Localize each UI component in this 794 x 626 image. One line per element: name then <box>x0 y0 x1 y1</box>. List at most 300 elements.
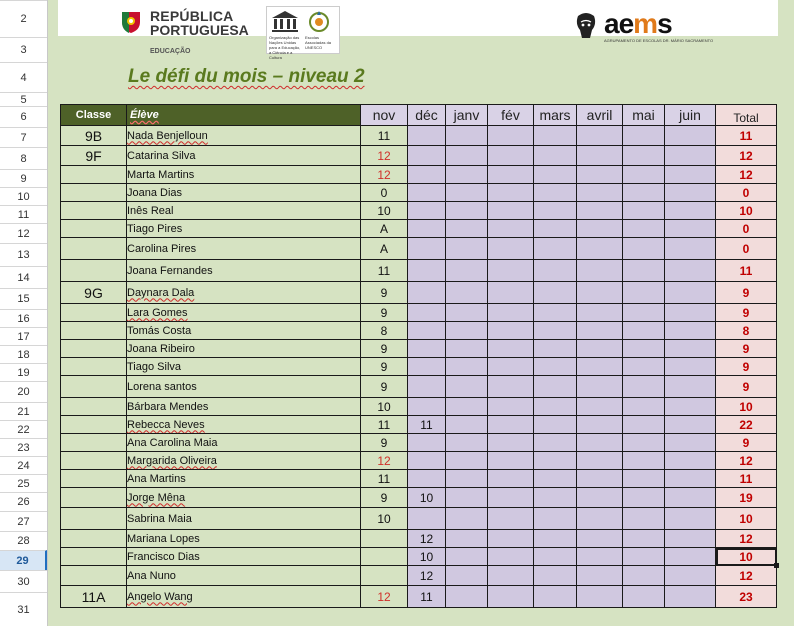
nov-score-cell[interactable]: A <box>361 238 408 260</box>
classe-cell[interactable] <box>61 322 127 340</box>
month-score-cell[interactable] <box>665 452 716 470</box>
row-number[interactable]: 2 <box>0 0 47 37</box>
month-score-cell[interactable] <box>488 340 534 358</box>
month-score-cell[interactable] <box>623 508 665 530</box>
month-score-cell[interactable] <box>623 548 665 566</box>
nov-score-cell[interactable]: 0 <box>361 184 408 202</box>
month-score-cell[interactable] <box>623 126 665 146</box>
month-score-cell[interactable] <box>488 260 534 282</box>
month-score-cell[interactable] <box>577 260 623 282</box>
total-cell[interactable]: 10 <box>716 398 777 416</box>
dec-score-cell[interactable] <box>408 398 446 416</box>
nov-score-cell[interactable] <box>361 548 408 566</box>
month-score-cell[interactable] <box>665 126 716 146</box>
month-score-cell[interactable] <box>577 238 623 260</box>
nov-score-cell[interactable]: A <box>361 220 408 238</box>
month-score-cell[interactable] <box>446 452 488 470</box>
dec-score-cell[interactable] <box>408 146 446 166</box>
header-month[interactable]: fév <box>488 105 534 126</box>
row-number[interactable]: 22 <box>0 420 47 438</box>
dec-score-cell[interactable] <box>408 340 446 358</box>
total-cell[interactable]: 10 <box>716 548 777 566</box>
header-classe[interactable]: Classe <box>61 105 127 126</box>
row-number[interactable]: 27 <box>0 511 47 531</box>
nov-score-cell[interactable]: 10 <box>361 508 408 530</box>
month-score-cell[interactable] <box>665 586 716 608</box>
month-score-cell[interactable] <box>534 376 577 398</box>
student-name-cell[interactable] <box>127 126 361 146</box>
month-score-cell[interactable] <box>665 566 716 586</box>
month-score-cell[interactable] <box>446 548 488 566</box>
nov-score-cell[interactable]: 9 <box>361 340 408 358</box>
nov-score-cell[interactable]: 12 <box>361 452 408 470</box>
total-cell[interactable]: 9 <box>716 304 777 322</box>
month-score-cell[interactable] <box>665 530 716 548</box>
dec-score-cell[interactable] <box>408 470 446 488</box>
total-cell[interactable]: 9 <box>716 376 777 398</box>
month-score-cell[interactable] <box>488 398 534 416</box>
student-name-cell[interactable] <box>127 220 361 238</box>
month-score-cell[interactable] <box>534 566 577 586</box>
total-cell[interactable]: 12 <box>716 146 777 166</box>
row-number[interactable]: 20 <box>0 381 47 402</box>
student-name-cell[interactable] <box>127 184 361 202</box>
total-cell[interactable]: 10 <box>716 508 777 530</box>
month-score-cell[interactable] <box>446 304 488 322</box>
month-score-cell[interactable] <box>623 452 665 470</box>
student-name-cell[interactable] <box>127 434 361 452</box>
row-number[interactable]: 24 <box>0 456 47 474</box>
student-name-cell[interactable] <box>127 470 361 488</box>
month-score-cell[interactable] <box>665 146 716 166</box>
header-month[interactable]: mai <box>623 105 665 126</box>
month-score-cell[interactable] <box>623 358 665 376</box>
month-score-cell[interactable] <box>534 220 577 238</box>
month-score-cell[interactable] <box>488 434 534 452</box>
header-month[interactable]: janv <box>446 105 488 126</box>
month-score-cell[interactable] <box>577 358 623 376</box>
row-number[interactable]: 16 <box>0 309 47 327</box>
header-total[interactable]: Total <box>716 105 777 126</box>
month-score-cell[interactable] <box>534 260 577 282</box>
month-score-cell[interactable] <box>623 434 665 452</box>
month-score-cell[interactable] <box>665 434 716 452</box>
student-name-cell[interactable] <box>127 202 361 220</box>
month-score-cell[interactable] <box>446 340 488 358</box>
month-score-cell[interactable] <box>577 530 623 548</box>
dec-score-cell[interactable] <box>408 202 446 220</box>
row-number[interactable]: 18 <box>0 345 47 363</box>
row-number[interactable]: 7 <box>0 127 47 147</box>
total-cell[interactable]: 22 <box>716 416 777 434</box>
month-score-cell[interactable] <box>623 488 665 508</box>
row-number[interactable]: 9 <box>0 169 47 187</box>
month-score-cell[interactable] <box>534 146 577 166</box>
month-score-cell[interactable] <box>488 416 534 434</box>
classe-cell[interactable]: 9B <box>61 126 127 146</box>
total-cell[interactable]: 12 <box>716 566 777 586</box>
month-score-cell[interactable] <box>665 238 716 260</box>
month-score-cell[interactable] <box>488 508 534 530</box>
month-score-cell[interactable] <box>446 260 488 282</box>
month-score-cell[interactable] <box>577 398 623 416</box>
month-score-cell[interactable] <box>665 282 716 304</box>
student-name-cell[interactable] <box>127 322 361 340</box>
total-cell[interactable]: 9 <box>716 340 777 358</box>
row-number[interactable]: 17 <box>0 327 47 345</box>
total-cell[interactable]: 11 <box>716 260 777 282</box>
month-score-cell[interactable] <box>488 146 534 166</box>
classe-cell[interactable] <box>61 166 127 184</box>
student-name-cell[interactable] <box>127 416 361 434</box>
month-score-cell[interactable] <box>665 340 716 358</box>
student-name-cell[interactable] <box>127 398 361 416</box>
student-name-cell[interactable] <box>127 304 361 322</box>
student-name-cell[interactable] <box>127 238 361 260</box>
month-score-cell[interactable] <box>577 126 623 146</box>
total-cell[interactable]: 0 <box>716 220 777 238</box>
row-number[interactable]: 28 <box>0 531 47 550</box>
classe-cell[interactable] <box>61 358 127 376</box>
classe-cell[interactable] <box>61 184 127 202</box>
month-score-cell[interactable] <box>623 376 665 398</box>
month-score-cell[interactable] <box>534 530 577 548</box>
month-score-cell[interactable] <box>446 488 488 508</box>
dec-score-cell[interactable] <box>408 358 446 376</box>
total-cell[interactable]: 9 <box>716 358 777 376</box>
total-cell[interactable]: 19 <box>716 488 777 508</box>
row-number[interactable]: 30 <box>0 570 47 592</box>
month-score-cell[interactable] <box>623 304 665 322</box>
month-score-cell[interactable] <box>623 282 665 304</box>
month-score-cell[interactable] <box>577 322 623 340</box>
dec-score-cell[interactable] <box>408 166 446 184</box>
month-score-cell[interactable] <box>577 304 623 322</box>
total-cell[interactable]: 12 <box>716 452 777 470</box>
month-score-cell[interactable] <box>446 434 488 452</box>
dec-score-cell[interactable] <box>408 322 446 340</box>
row-number[interactable]: 13 <box>0 243 47 266</box>
month-score-cell[interactable] <box>577 376 623 398</box>
month-score-cell[interactable] <box>534 586 577 608</box>
month-score-cell[interactable] <box>488 322 534 340</box>
header-month[interactable]: juin <box>665 105 716 126</box>
nov-score-cell[interactable]: 9 <box>361 488 408 508</box>
month-score-cell[interactable] <box>665 470 716 488</box>
month-score-cell[interactable] <box>534 304 577 322</box>
nov-score-cell[interactable]: 9 <box>361 434 408 452</box>
student-name-cell[interactable] <box>127 146 361 166</box>
month-score-cell[interactable] <box>623 340 665 358</box>
nov-score-cell[interactable]: 11 <box>361 470 408 488</box>
classe-cell[interactable] <box>61 488 127 508</box>
month-score-cell[interactable] <box>488 184 534 202</box>
month-score-cell[interactable] <box>665 304 716 322</box>
month-score-cell[interactable] <box>623 530 665 548</box>
classe-cell[interactable] <box>61 238 127 260</box>
nov-score-cell[interactable]: 10 <box>361 398 408 416</box>
month-score-cell[interactable] <box>623 322 665 340</box>
month-score-cell[interactable] <box>577 202 623 220</box>
month-score-cell[interactable] <box>665 220 716 238</box>
nov-score-cell[interactable]: 9 <box>361 376 408 398</box>
month-score-cell[interactable] <box>577 566 623 586</box>
student-name-cell[interactable] <box>127 508 361 530</box>
month-score-cell[interactable] <box>665 508 716 530</box>
classe-cell[interactable] <box>61 202 127 220</box>
month-score-cell[interactable] <box>446 530 488 548</box>
nov-score-cell[interactable]: 11 <box>361 260 408 282</box>
row-number[interactable]: 19 <box>0 363 47 381</box>
row-number[interactable]: 4 <box>0 62 47 92</box>
month-score-cell[interactable] <box>446 146 488 166</box>
nov-score-cell[interactable] <box>361 566 408 586</box>
month-score-cell[interactable] <box>623 586 665 608</box>
classe-cell[interactable] <box>61 220 127 238</box>
dec-score-cell[interactable] <box>408 452 446 470</box>
row-number[interactable]: 23 <box>0 438 47 456</box>
month-score-cell[interactable] <box>577 452 623 470</box>
total-cell[interactable]: 12 <box>716 530 777 548</box>
row-number[interactable]: 29 <box>0 550 47 570</box>
nov-score-cell[interactable]: 9 <box>361 304 408 322</box>
classe-cell[interactable] <box>61 470 127 488</box>
month-score-cell[interactable] <box>446 238 488 260</box>
student-name-cell[interactable] <box>127 586 361 608</box>
dec-score-cell[interactable]: 11 <box>408 416 446 434</box>
nov-score-cell[interactable]: 10 <box>361 202 408 220</box>
month-score-cell[interactable] <box>623 470 665 488</box>
row-number[interactable]: 12 <box>0 223 47 243</box>
dec-score-cell[interactable]: 12 <box>408 566 446 586</box>
student-name-cell[interactable] <box>127 166 361 184</box>
dec-score-cell[interactable]: 11 <box>408 586 446 608</box>
classe-cell[interactable] <box>61 452 127 470</box>
month-score-cell[interactable] <box>623 202 665 220</box>
row-number[interactable]: 26 <box>0 492 47 511</box>
month-score-cell[interactable] <box>623 238 665 260</box>
month-score-cell[interactable] <box>446 282 488 304</box>
nov-score-cell[interactable]: 12 <box>361 166 408 184</box>
row-number[interactable]: 5 <box>0 92 47 106</box>
classe-cell[interactable] <box>61 566 127 586</box>
month-score-cell[interactable] <box>446 322 488 340</box>
month-score-cell[interactable] <box>534 416 577 434</box>
month-score-cell[interactable] <box>488 530 534 548</box>
month-score-cell[interactable] <box>665 548 716 566</box>
month-score-cell[interactable] <box>577 416 623 434</box>
month-score-cell[interactable] <box>665 260 716 282</box>
dec-score-cell[interactable] <box>408 220 446 238</box>
month-score-cell[interactable] <box>446 202 488 220</box>
month-score-cell[interactable] <box>623 166 665 184</box>
month-score-cell[interactable] <box>488 470 534 488</box>
header-month[interactable]: avril <box>577 105 623 126</box>
classe-cell[interactable] <box>61 398 127 416</box>
classe-cell[interactable]: 11A <box>61 586 127 608</box>
month-score-cell[interactable] <box>534 398 577 416</box>
student-name-cell[interactable] <box>127 358 361 376</box>
student-name-cell[interactable] <box>127 282 361 304</box>
dec-score-cell[interactable] <box>408 434 446 452</box>
month-score-cell[interactable] <box>488 566 534 586</box>
month-score-cell[interactable] <box>488 548 534 566</box>
dec-score-cell[interactable] <box>408 304 446 322</box>
month-score-cell[interactable] <box>577 548 623 566</box>
month-score-cell[interactable] <box>534 358 577 376</box>
month-score-cell[interactable] <box>665 358 716 376</box>
month-score-cell[interactable] <box>488 358 534 376</box>
total-cell[interactable]: 11 <box>716 470 777 488</box>
dec-score-cell[interactable] <box>408 508 446 530</box>
row-number[interactable]: 21 <box>0 402 47 420</box>
student-name-cell[interactable] <box>127 452 361 470</box>
month-score-cell[interactable] <box>623 566 665 586</box>
dec-score-cell[interactable] <box>408 260 446 282</box>
month-score-cell[interactable] <box>577 146 623 166</box>
month-score-cell[interactable] <box>623 260 665 282</box>
total-cell[interactable]: 0 <box>716 238 777 260</box>
student-name-cell[interactable] <box>127 548 361 566</box>
month-score-cell[interactable] <box>534 322 577 340</box>
row-number[interactable]: 6 <box>0 106 47 127</box>
student-name-cell[interactable] <box>127 376 361 398</box>
month-score-cell[interactable] <box>577 470 623 488</box>
month-score-cell[interactable] <box>534 488 577 508</box>
month-score-cell[interactable] <box>534 282 577 304</box>
month-score-cell[interactable] <box>446 566 488 586</box>
header-eleve[interactable]: Élève <box>127 105 361 126</box>
total-cell[interactable]: 0 <box>716 184 777 202</box>
classe-cell[interactable] <box>61 416 127 434</box>
total-cell[interactable]: 9 <box>716 282 777 304</box>
nov-score-cell[interactable]: 11 <box>361 416 408 434</box>
month-score-cell[interactable] <box>488 304 534 322</box>
month-score-cell[interactable] <box>665 202 716 220</box>
month-score-cell[interactable] <box>488 452 534 470</box>
month-score-cell[interactable] <box>534 508 577 530</box>
student-name-cell[interactable] <box>127 260 361 282</box>
dec-score-cell[interactable]: 10 <box>408 548 446 566</box>
month-score-cell[interactable] <box>488 126 534 146</box>
month-score-cell[interactable] <box>623 146 665 166</box>
total-cell[interactable]: 9 <box>716 434 777 452</box>
dec-score-cell[interactable] <box>408 126 446 146</box>
classe-cell[interactable] <box>61 508 127 530</box>
row-number[interactable]: 11 <box>0 205 47 223</box>
row-number[interactable]: 15 <box>0 288 47 309</box>
month-score-cell[interactable] <box>446 126 488 146</box>
month-score-cell[interactable] <box>577 282 623 304</box>
total-cell[interactable]: 10 <box>716 202 777 220</box>
month-score-cell[interactable] <box>534 166 577 184</box>
nov-score-cell[interactable]: 8 <box>361 322 408 340</box>
total-cell[interactable]: 12 <box>716 166 777 184</box>
month-score-cell[interactable] <box>665 416 716 434</box>
month-score-cell[interactable] <box>446 586 488 608</box>
row-number[interactable]: 14 <box>0 266 47 288</box>
month-score-cell[interactable] <box>534 434 577 452</box>
month-score-cell[interactable] <box>446 376 488 398</box>
month-score-cell[interactable] <box>446 358 488 376</box>
month-score-cell[interactable] <box>577 488 623 508</box>
month-score-cell[interactable] <box>577 220 623 238</box>
header-month[interactable]: déc <box>408 105 446 126</box>
month-score-cell[interactable] <box>623 398 665 416</box>
nov-score-cell[interactable] <box>361 530 408 548</box>
month-score-cell[interactable] <box>488 586 534 608</box>
month-score-cell[interactable] <box>534 548 577 566</box>
header-month[interactable]: nov <box>361 105 408 126</box>
total-cell[interactable]: 8 <box>716 322 777 340</box>
month-score-cell[interactable] <box>577 166 623 184</box>
month-score-cell[interactable] <box>534 452 577 470</box>
month-score-cell[interactable] <box>446 166 488 184</box>
month-score-cell[interactable] <box>623 220 665 238</box>
header-month[interactable]: mars <box>534 105 577 126</box>
total-cell[interactable]: 23 <box>716 586 777 608</box>
student-name-cell[interactable] <box>127 340 361 358</box>
row-number[interactable]: 8 <box>0 147 47 169</box>
student-name-cell[interactable] <box>127 530 361 548</box>
dec-score-cell[interactable]: 12 <box>408 530 446 548</box>
classe-cell[interactable] <box>61 434 127 452</box>
classe-cell[interactable] <box>61 304 127 322</box>
dec-score-cell[interactable] <box>408 376 446 398</box>
month-score-cell[interactable] <box>534 340 577 358</box>
month-score-cell[interactable] <box>488 220 534 238</box>
month-score-cell[interactable] <box>534 238 577 260</box>
month-score-cell[interactable] <box>577 340 623 358</box>
month-score-cell[interactable] <box>577 434 623 452</box>
classe-cell[interactable]: 9F <box>61 146 127 166</box>
nov-score-cell[interactable]: 12 <box>361 146 408 166</box>
month-score-cell[interactable] <box>665 184 716 202</box>
dec-score-cell[interactable] <box>408 184 446 202</box>
month-score-cell[interactable] <box>488 166 534 184</box>
month-score-cell[interactable] <box>665 488 716 508</box>
month-score-cell[interactable] <box>534 470 577 488</box>
month-score-cell[interactable] <box>488 202 534 220</box>
row-number[interactable]: 10 <box>0 187 47 205</box>
nov-score-cell[interactable]: 9 <box>361 282 408 304</box>
month-score-cell[interactable] <box>446 416 488 434</box>
month-score-cell[interactable] <box>534 184 577 202</box>
month-score-cell[interactable] <box>446 220 488 238</box>
student-name-cell[interactable] <box>127 566 361 586</box>
month-score-cell[interactable] <box>534 202 577 220</box>
month-score-cell[interactable] <box>446 398 488 416</box>
month-score-cell[interactable] <box>577 184 623 202</box>
month-score-cell[interactable] <box>665 166 716 184</box>
month-score-cell[interactable] <box>446 184 488 202</box>
row-number[interactable]: 25 <box>0 474 47 492</box>
month-score-cell[interactable] <box>665 322 716 340</box>
month-score-cell[interactable] <box>446 508 488 530</box>
classe-cell[interactable] <box>61 548 127 566</box>
dec-score-cell[interactable] <box>408 238 446 260</box>
month-score-cell[interactable] <box>577 508 623 530</box>
month-score-cell[interactable] <box>446 470 488 488</box>
nov-score-cell[interactable]: 11 <box>361 126 408 146</box>
month-score-cell[interactable] <box>577 586 623 608</box>
month-score-cell[interactable] <box>534 126 577 146</box>
month-score-cell[interactable] <box>623 416 665 434</box>
row-number[interactable]: 3 <box>0 37 47 62</box>
month-score-cell[interactable] <box>665 398 716 416</box>
fill-handle[interactable] <box>774 563 779 568</box>
total-cell[interactable]: 11 <box>716 126 777 146</box>
